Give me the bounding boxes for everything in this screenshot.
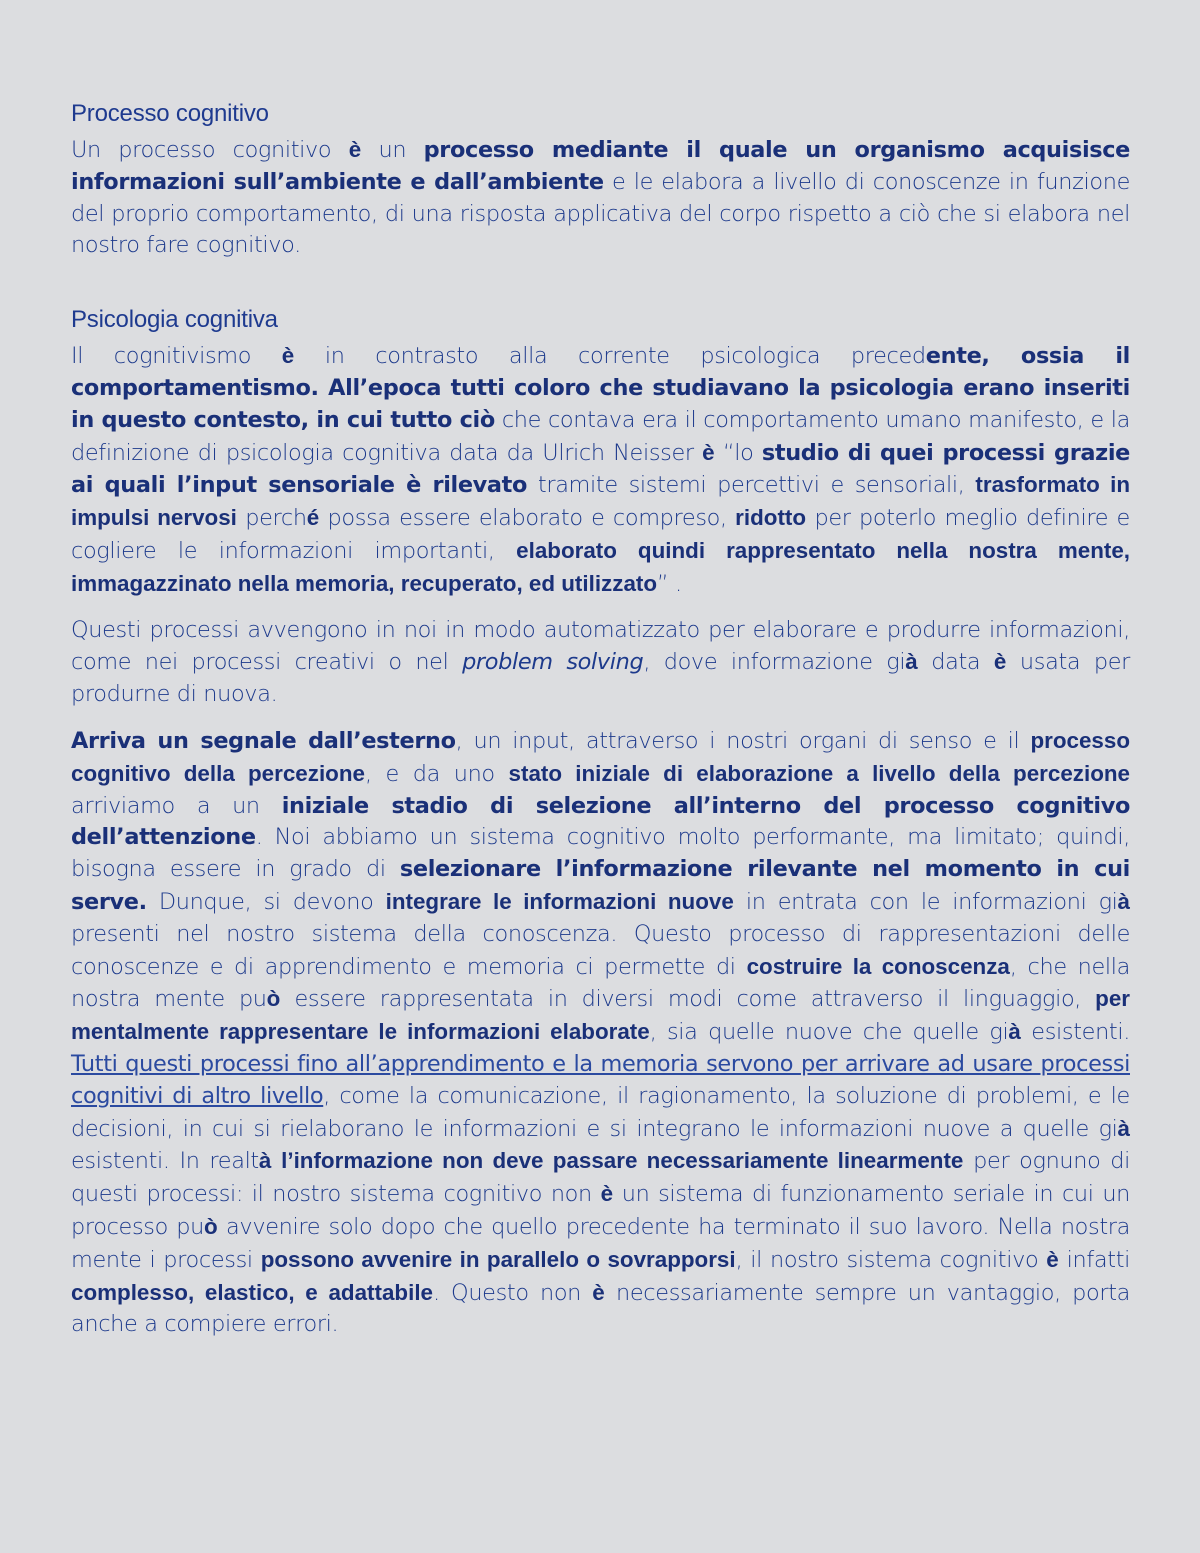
- text-span: [271, 1148, 281, 1174]
- paragraph-processo-cognitivo: [71, 134, 1130, 262]
- italic-span: problem solving: [462, 649, 644, 676]
- bold-span: possono avvenire in parallelo o sovrapporsi: [260, 1246, 736, 1272]
- paragraph-spacer: [71, 601, 1130, 615]
- text-span: che contava era il comportamento umano manifesto, e la definizione di psicologia cognitiva data da Ulrich Neisser: [71, 406, 1130, 466]
- bold-span: integrare le informazioni nuove: [385, 888, 734, 914]
- text-span: , come la comunicazione, il ragionamento, la soluzione di problemi, e le decisioni, in cui si rielaborano le informazioni e si integrano le informazioni nuove a quelle gi: [71, 1082, 1130, 1142]
- paragraph-psicologia-cognitiva-1: [71, 340, 1130, 600]
- text-span: , e da uno: [364, 760, 509, 787]
- bold-span: à: [1008, 1019, 1021, 1045]
- text-span: , un input, attraverso i nostri organi di senso e il: [455, 727, 1031, 754]
- text-span: , dove informazione gi: [643, 649, 906, 676]
- bold-span: è: [993, 649, 1007, 675]
- bold-span: selezionare l’informazione rilevante nel momento in cui serve.: [71, 856, 1130, 915]
- bold-span: stato iniziale di elaborazione a livello della percezione: [508, 760, 1130, 786]
- text-span: in contrasto alla corrente psicologica preced: [294, 343, 926, 370]
- text-span: Il cognitivismo: [71, 343, 282, 370]
- text-span: . Noi abbiamo un sistema cognitivo molto performante, ma limitato; quindi, bisogna essere in grado di: [71, 824, 1130, 883]
- text-span: infatti: [1058, 1246, 1130, 1273]
- bold-span: iniziale stadio di selezione all’interno del processo cognitivo dell’attenzione: [71, 792, 1130, 851]
- text-span: esistenti. In realt: [71, 1148, 259, 1175]
- text-span: . Questo non: [433, 1279, 593, 1306]
- text-span: Dunque, si devono: [146, 888, 386, 915]
- bold-span: per mentalmente rappresentare le informazioni elaborate: [71, 986, 1130, 1045]
- paragraph-psicologia-cognitiva-3: [71, 725, 1130, 1341]
- text-span: , che nella nostra mente pu: [71, 953, 1130, 1013]
- bold-span: é: [306, 505, 320, 531]
- paragraph-spacer: [71, 711, 1130, 725]
- bold-span: costruire la conoscenza: [746, 953, 1010, 979]
- text-span: avvenire solo dopo che quello precedente ha terminato il suo lavoro. Nella nostra mente i processi: [71, 1213, 1131, 1273]
- text-span: arriviamo a un: [71, 792, 282, 819]
- bold-span: à: [258, 1148, 272, 1174]
- heading-processo-cognitivo: Processo cognitivo: [71, 100, 269, 127]
- bold-span: ò: [266, 986, 281, 1012]
- text-span: “lo: [714, 439, 762, 466]
- text-span: e le elabora a livello di conoscenze in funzione del proprio comportamento, di una risposta applicativa del corpo rispetto a ciò che si elabora nel nostro fare cognitivo.: [71, 168, 1130, 259]
- bold-span: ridotto: [735, 505, 807, 531]
- text-span: necessariamente sempre un vantaggio, porta anche a compiere errori.: [71, 1279, 1130, 1338]
- bold-span: à: [1117, 888, 1130, 914]
- bold-span: è: [281, 343, 295, 369]
- bold-span: elaborato quindi rappresentato nella nostra mente, immagazzinato nella memoria, recuperato, ed utilizzato: [71, 537, 1130, 596]
- section-spacer: [71, 262, 1130, 306]
- underlined-span: Tutti questi processi fino all’apprendimento e la memoria servono per arrivare ad usare processi cognitivi di altro livello: [71, 1050, 1130, 1109]
- bold-span: è: [348, 137, 362, 162]
- text-span: esistenti.: [1020, 1019, 1130, 1046]
- text-span: in entrata con le informazioni gi: [733, 888, 1118, 915]
- bold-span: complesso, elastico, e adattabile: [71, 1279, 433, 1305]
- paragraph-psicologia-cognitiva-2: [71, 615, 1130, 711]
- bold-span: trasformato in impulsi nervosi: [71, 472, 1131, 531]
- text-span: Un processo cognitivo: [71, 137, 349, 163]
- text-span: data: [917, 649, 994, 676]
- text-span: un sistema di funzionamento seriale in cui un processo pu: [71, 1181, 1130, 1240]
- bold-span: ente, ossia il comportamentismo. All’epoca tutti coloro che studiavano la psicologia erano inseriti in questo contesto, in cui tutto ciò: [71, 343, 1130, 433]
- text-span: per ognuno di questi processi: il nostro sistema cognitivo non: [71, 1148, 1130, 1208]
- bold-span: à: [905, 649, 918, 675]
- text-span: presenti nel nostro sistema della conoscenza. Questo processo di rappresentazioni delle conoscenze e di apprendimento e memoria ci permette di: [71, 920, 1130, 980]
- text-span: , il nostro sistema cognitivo: [735, 1246, 1047, 1273]
- bold-span: è: [1046, 1246, 1059, 1272]
- bold-span: è: [600, 1181, 614, 1207]
- bold-span: Arriva un segnale dall’esterno: [71, 727, 456, 754]
- text-span: ” .: [657, 570, 682, 597]
- bold-span: à: [1117, 1115, 1130, 1141]
- text-span: possa essere elaborato e compreso,: [319, 505, 736, 532]
- bold-span: processo mediante il quale un organismo acquisisce informazioni sull’ambiente e dall’ambiente: [71, 137, 1131, 195]
- bold-span: l’informazione non deve passare necessariamente linearmente: [281, 1148, 964, 1174]
- bold-span: processo cognitivo della percezione: [71, 727, 1130, 786]
- text-span: tramite sistemi percettivi e sensoriali,: [527, 472, 976, 499]
- text-span: , sia quelle nuove che quelle gi: [649, 1019, 1009, 1046]
- heading-psicologia-cognitiva: Psicologia cognitiva: [71, 306, 278, 334]
- text-span: per poterlo meglio definire e cogliere le informazioni importanti,: [71, 505, 1130, 564]
- text-span: perch: [236, 505, 307, 532]
- bold-span: ò: [204, 1213, 218, 1239]
- bold-span: è: [702, 439, 715, 465]
- text-span: essere rappresentata in diversi modi come attraverso il linguaggio,: [280, 986, 1096, 1013]
- bold-span: è: [592, 1279, 605, 1305]
- text-span: Questi processi avvengono in noi in modo automatizzato per elaborare e produrre informazioni, come nei processi creativi o nel: [71, 616, 1130, 676]
- text-span: usata per produrne di nuova.: [71, 649, 1130, 708]
- text-span: un: [361, 137, 424, 163]
- bold-span: studio di quei processi grazie ai quali l’input sensoriale è rilevato: [71, 439, 1130, 499]
